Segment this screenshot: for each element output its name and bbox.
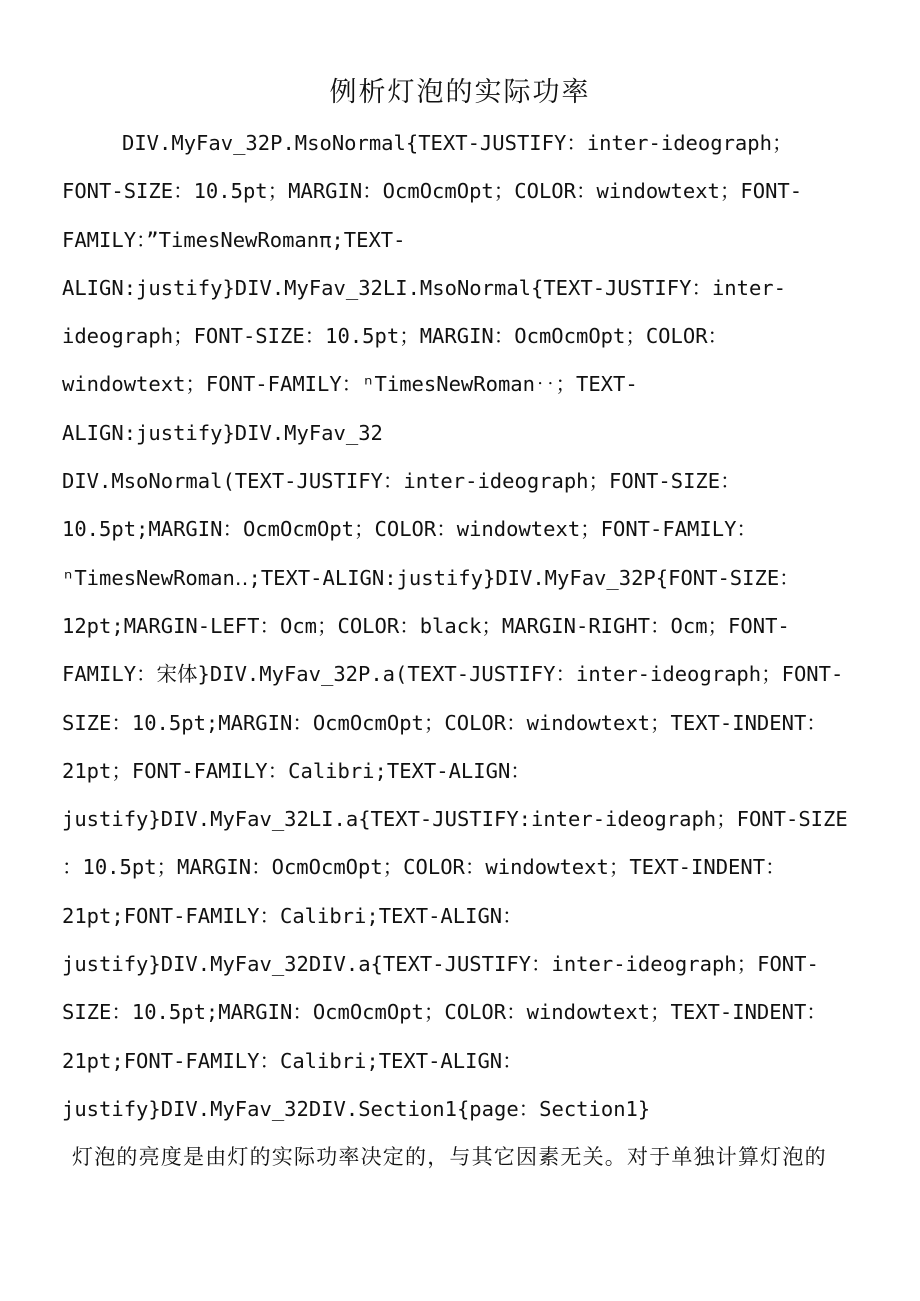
body-line: DIV.MyFav_32P.MsoNormal{TEXT-JUSTIFY：inter-ideograph； (122, 131, 793, 155)
body-line: 21pt；FONT-FAMILY：Calibri;TEXT-ALIGN： (62, 758, 531, 783)
body-line: ⁿTimesNewRoman‥;TEXT-ALIGN:justify}DIV.MyFav_32P{FONT-SIZE： (62, 565, 800, 590)
body-line: ALIGN:justify}DIV.MyFav_32 (62, 420, 383, 445)
body-line: FAMILY：宋体}DIV.MyFav_32P.a(TEXT-JUSTIFY：inter-ideograph；FONT- (62, 662, 844, 687)
body-line: 21pt;FONT-FAMILY：Calibri;TEXT-ALIGN： (62, 903, 523, 928)
body-line: windowtext；FONT-FAMILY：ⁿTimesNewRoman‥；TEXT- (62, 372, 638, 397)
body-line: ALIGN:justify}DIV.MyFav_32LI.MsoNormal{TEXT-JUSTIFY：inter- (62, 275, 786, 300)
body-line: FAMILY：”TimesNewRomanπ;TEXT- (62, 227, 406, 252)
body-line: DIV.MsoNormal(TEXT-JUSTIFY：inter-ideograph；FONT-SIZE： (62, 469, 741, 494)
body-line: 10.5pt;MARGIN：OcmOcmOpt；COLOR：windowtext；FONT-FAMILY： (62, 517, 757, 542)
body-line: justify}DIV.MyFav_32DIV.Section1{page：Section1} (62, 1096, 651, 1121)
body-line: ideograph；FONT-SIZE：10.5pt；MARGIN：OcmOcmOpt；COLOR： (62, 324, 729, 349)
body-line: 12pt;MARGIN-LEFT：Ocm；COLOR：black；MARGIN-RIGHT：Ocm；FONT- (62, 613, 790, 638)
paragraph-line: 灯泡的亮度是由灯的实际功率决定的，与其它因素无关。对于单独计算灯泡的 (72, 1145, 827, 1170)
body-line: ：10.5pt；MARGIN：OcmOcmOpt；COLOR：windowtext；TEXT-INDENT： (62, 855, 786, 880)
body-line: justify}DIV.MyFav_32LI.a{TEXT-JUSTIFY:inter-ideograph；FONT-SIZE (62, 807, 848, 832)
body-line: SIZE：10.5pt;MARGIN：OcmOcmOpt；COLOR：windowtext；TEXT-INDENT： (62, 1000, 827, 1025)
body-line: SIZE：10.5pt;MARGIN：OcmOcmOpt；COLOR：windowtext；TEXT-INDENT： (62, 710, 827, 735)
document-title: 例析灯泡的实际功率 (329, 77, 591, 108)
document-body (62, 124, 862, 1187)
body-line: FONT-SIZE：10.5pt；MARGIN：OcmOcmOpt；COLOR：windowtext；FONT- (62, 179, 803, 204)
body-line: 21pt;FONT-FAMILY：Calibri;TEXT-ALIGN： (62, 1048, 523, 1073)
body-line: justify}DIV.MyFav_32DIV.a{TEXT-JUSTIFY：inter-ideograph；FONT- (62, 952, 819, 977)
